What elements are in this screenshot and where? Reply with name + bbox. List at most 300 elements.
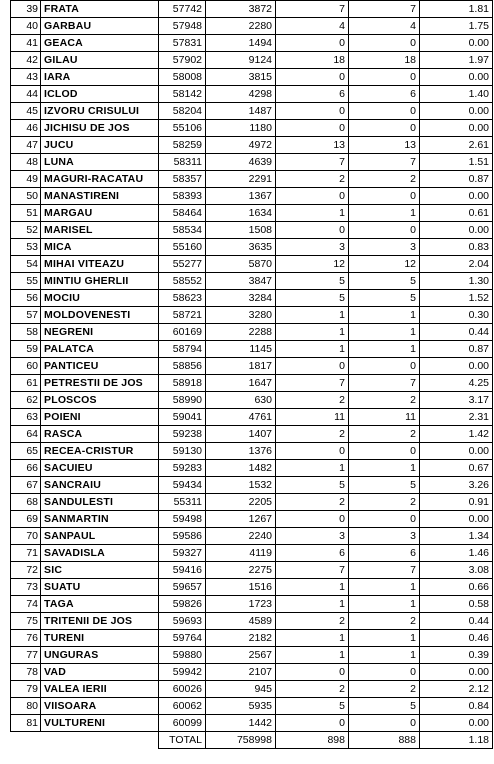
count-b-cell: 1: [349, 205, 420, 222]
locality-name-cell: IZVORU CRISULUI: [41, 103, 159, 120]
locality-code-cell: 58393: [159, 188, 206, 205]
rate-cell: 0.00: [420, 715, 493, 732]
count-a-cell: 5: [276, 273, 349, 290]
count-a-cell: 6: [276, 545, 349, 562]
population-cell: 1634: [206, 205, 276, 222]
population-cell: 1516: [206, 579, 276, 596]
row-number-cell: 39: [11, 1, 41, 18]
table-row: [11, 494, 493, 511]
locality-code-cell: 59283: [159, 460, 206, 477]
count-b-cell: 7: [349, 154, 420, 171]
rate-cell: 1.40: [420, 86, 493, 103]
rate-cell: 0.00: [420, 443, 493, 460]
row-number-cell: 60: [11, 358, 41, 375]
locality-code-cell: 55106: [159, 120, 206, 137]
locality-name-cell: MARGAU: [41, 205, 159, 222]
locality-name-cell: NEGRENI: [41, 324, 159, 341]
row-number-cell: 46: [11, 120, 41, 137]
rate-cell: 0.00: [420, 35, 493, 52]
population-cell: 2205: [206, 494, 276, 511]
table-row: [11, 307, 493, 324]
count-a-cell: 0: [276, 35, 349, 52]
total-count-b: 888: [349, 732, 420, 749]
table-row: [11, 256, 493, 273]
locality-code-cell: 58259: [159, 137, 206, 154]
locality-code-cell: 59880: [159, 647, 206, 664]
count-b-cell: 2: [349, 426, 420, 443]
table-row: [11, 222, 493, 239]
count-a-cell: 0: [276, 103, 349, 120]
locality-name-cell: IARA: [41, 69, 159, 86]
locality-name-cell: PLOSCOS: [41, 392, 159, 409]
locality-name-cell: MARISEL: [41, 222, 159, 239]
locality-name-cell: SIC: [41, 562, 159, 579]
table-row: [11, 290, 493, 307]
table-row: [11, 69, 493, 86]
table-row: [11, 647, 493, 664]
count-a-cell: 2: [276, 681, 349, 698]
locality-code-cell: 59327: [159, 545, 206, 562]
count-a-cell: 11: [276, 409, 349, 426]
table-row: [11, 341, 493, 358]
locality-name-cell: MANASTIRENI: [41, 188, 159, 205]
table-row: [11, 443, 493, 460]
count-b-cell: 1: [349, 647, 420, 664]
row-number-cell: 80: [11, 698, 41, 715]
count-a-cell: 5: [276, 698, 349, 715]
locality-name-cell: PANTICEU: [41, 358, 159, 375]
locality-code-cell: 59657: [159, 579, 206, 596]
locality-code-cell: 60062: [159, 698, 206, 715]
locality-name-cell: SACUIEU: [41, 460, 159, 477]
locality-name-cell: SUATU: [41, 579, 159, 596]
count-a-cell: 3: [276, 528, 349, 545]
table-row: [11, 409, 493, 426]
rate-cell: 0.39: [420, 647, 493, 664]
locality-name-cell: JUCU: [41, 137, 159, 154]
total-label: TOTAL: [159, 732, 206, 749]
total-population: 758998: [206, 732, 276, 749]
rate-cell: 2.12: [420, 681, 493, 698]
locality-code-cell: 58552: [159, 273, 206, 290]
count-a-cell: 7: [276, 562, 349, 579]
locality-code-cell: 59586: [159, 528, 206, 545]
locality-code-cell: 60026: [159, 681, 206, 698]
count-b-cell: 5: [349, 290, 420, 307]
table-row: [11, 137, 493, 154]
table-row: [11, 460, 493, 477]
count-b-cell: 13: [349, 137, 420, 154]
locality-name-cell: LUNA: [41, 154, 159, 171]
row-number-cell: 71: [11, 545, 41, 562]
row-number-cell: 72: [11, 562, 41, 579]
locality-name-cell: SAVADISLA: [41, 545, 159, 562]
rate-cell: 0.61: [420, 205, 493, 222]
rate-cell: 0.30: [420, 307, 493, 324]
rate-cell: 0.00: [420, 69, 493, 86]
table-row: [11, 358, 493, 375]
count-a-cell: 2: [276, 494, 349, 511]
total-row: [11, 732, 493, 749]
locality-name-cell: SANCRAIU: [41, 477, 159, 494]
rate-cell: 0.91: [420, 494, 493, 511]
count-b-cell: 2: [349, 494, 420, 511]
rate-cell: 0.66: [420, 579, 493, 596]
table-row: [11, 52, 493, 69]
count-a-cell: 4: [276, 18, 349, 35]
row-number-cell: 48: [11, 154, 41, 171]
locality-code-cell: 59416: [159, 562, 206, 579]
count-a-cell: 0: [276, 443, 349, 460]
count-a-cell: 1: [276, 460, 349, 477]
rate-cell: 0.00: [420, 511, 493, 528]
rate-cell: 0.84: [420, 698, 493, 715]
population-cell: 3847: [206, 273, 276, 290]
count-b-cell: 1: [349, 324, 420, 341]
table-row: [11, 681, 493, 698]
count-a-cell: 0: [276, 69, 349, 86]
count-a-cell: 2: [276, 171, 349, 188]
locality-code-cell: 55277: [159, 256, 206, 273]
count-b-cell: 1: [349, 630, 420, 647]
locality-name-cell: SANMARTIN: [41, 511, 159, 528]
count-b-cell: 7: [349, 562, 420, 579]
count-b-cell: 7: [349, 375, 420, 392]
row-number-cell: 52: [11, 222, 41, 239]
table-row: [11, 18, 493, 35]
rate-cell: 1.81: [420, 1, 493, 18]
population-cell: 1817: [206, 358, 276, 375]
row-number-cell: 43: [11, 69, 41, 86]
table-row: [11, 426, 493, 443]
table-row: [11, 103, 493, 120]
table-row: [11, 715, 493, 732]
row-number-cell: 81: [11, 715, 41, 732]
population-cell: 1487: [206, 103, 276, 120]
locality-code-cell: 58990: [159, 392, 206, 409]
population-cell: 4972: [206, 137, 276, 154]
table-row: [11, 528, 493, 545]
count-a-cell: 2: [276, 392, 349, 409]
count-b-cell: 0: [349, 358, 420, 375]
rate-cell: 0.46: [420, 630, 493, 647]
locality-code-cell: 57742: [159, 1, 206, 18]
count-b-cell: 0: [349, 715, 420, 732]
count-b-cell: 11: [349, 409, 420, 426]
population-cell: 1647: [206, 375, 276, 392]
row-number-cell: 44: [11, 86, 41, 103]
locality-code-cell: 58794: [159, 341, 206, 358]
locality-code-cell: 59434: [159, 477, 206, 494]
count-b-cell: 0: [349, 443, 420, 460]
locality-name-cell: SANDULESTI: [41, 494, 159, 511]
table-body: [11, 1, 493, 732]
count-a-cell: 5: [276, 290, 349, 307]
row-number-cell: 40: [11, 18, 41, 35]
population-cell: 3635: [206, 239, 276, 256]
locality-name-cell: VAD: [41, 664, 159, 681]
locality-name-cell: PETRESTII DE JOS: [41, 375, 159, 392]
rate-cell: 4.25: [420, 375, 493, 392]
population-cell: 1180: [206, 120, 276, 137]
count-b-cell: 6: [349, 86, 420, 103]
row-number-cell: 78: [11, 664, 41, 681]
count-a-cell: 2: [276, 613, 349, 630]
row-number-cell: 56: [11, 290, 41, 307]
count-a-cell: 1: [276, 307, 349, 324]
table-row: [11, 613, 493, 630]
population-cell: 945: [206, 681, 276, 698]
table-row: [11, 120, 493, 137]
locality-name-cell: POIENI: [41, 409, 159, 426]
locality-code-cell: 55160: [159, 239, 206, 256]
locality-name-cell: MOLDOVENESTI: [41, 307, 159, 324]
count-b-cell: 0: [349, 222, 420, 239]
row-number-cell: 74: [11, 596, 41, 613]
count-a-cell: 0: [276, 511, 349, 528]
locality-name-cell: VIISOARA: [41, 698, 159, 715]
locality-name-cell: FRATA: [41, 1, 159, 18]
locality-code-cell: 59764: [159, 630, 206, 647]
locality-code-cell: 58008: [159, 69, 206, 86]
row-number-cell: 50: [11, 188, 41, 205]
locality-code-cell: 59498: [159, 511, 206, 528]
count-a-cell: 2: [276, 426, 349, 443]
row-number-cell: 42: [11, 52, 41, 69]
locality-name-cell: JICHISU DE JOS: [41, 120, 159, 137]
table-row: [11, 698, 493, 715]
rate-cell: 0.83: [420, 239, 493, 256]
rate-cell: 3.17: [420, 392, 493, 409]
row-number-cell: 62: [11, 392, 41, 409]
row-number-cell: 70: [11, 528, 41, 545]
rate-cell: 1.46: [420, 545, 493, 562]
locality-name-cell: ICLOD: [41, 86, 159, 103]
locality-code-cell: 57902: [159, 52, 206, 69]
table-row: [11, 562, 493, 579]
locality-code-cell: 58311: [159, 154, 206, 171]
count-b-cell: 18: [349, 52, 420, 69]
population-cell: 2182: [206, 630, 276, 647]
count-a-cell: 0: [276, 188, 349, 205]
count-a-cell: 3: [276, 239, 349, 256]
locality-name-cell: GILAU: [41, 52, 159, 69]
locality-name-cell: MAGURI-RACATAU: [41, 171, 159, 188]
row-number-cell: 67: [11, 477, 41, 494]
row-number-cell: 61: [11, 375, 41, 392]
population-cell: 2107: [206, 664, 276, 681]
table-row: [11, 239, 493, 256]
count-a-cell: 13: [276, 137, 349, 154]
rate-cell: 0.44: [420, 613, 493, 630]
locality-name-cell: TRITENII DE JOS: [41, 613, 159, 630]
row-number-cell: 59: [11, 341, 41, 358]
row-number-cell: 65: [11, 443, 41, 460]
locality-code-cell: 58856: [159, 358, 206, 375]
population-cell: 1267: [206, 511, 276, 528]
population-cell: 9124: [206, 52, 276, 69]
locality-code-cell: 58142: [159, 86, 206, 103]
locality-code-cell: 60099: [159, 715, 206, 732]
locality-code-cell: 60169: [159, 324, 206, 341]
population-cell: 2280: [206, 18, 276, 35]
count-a-cell: 7: [276, 1, 349, 18]
count-b-cell: 1: [349, 579, 420, 596]
count-a-cell: 5: [276, 477, 349, 494]
table-row: [11, 154, 493, 171]
population-cell: 1376: [206, 443, 276, 460]
rate-cell: 0.00: [420, 103, 493, 120]
count-b-cell: 2: [349, 681, 420, 698]
locality-code-cell: 59130: [159, 443, 206, 460]
rate-cell: 0.00: [420, 120, 493, 137]
row-number-cell: 57: [11, 307, 41, 324]
locality-code-cell: 58721: [159, 307, 206, 324]
row-number-cell: 51: [11, 205, 41, 222]
locality-code-cell: 58357: [159, 171, 206, 188]
count-a-cell: 0: [276, 120, 349, 137]
row-number-cell: 45: [11, 103, 41, 120]
locality-code-cell: 58623: [159, 290, 206, 307]
locality-code-cell: 59238: [159, 426, 206, 443]
count-a-cell: 0: [276, 715, 349, 732]
population-cell: 2567: [206, 647, 276, 664]
locality-name-cell: PALATCA: [41, 341, 159, 358]
count-a-cell: 1: [276, 341, 349, 358]
row-number-cell: 54: [11, 256, 41, 273]
rate-cell: 0.00: [420, 222, 493, 239]
count-b-cell: 3: [349, 239, 420, 256]
count-b-cell: 12: [349, 256, 420, 273]
table-row: [11, 273, 493, 290]
count-a-cell: 0: [276, 222, 349, 239]
locality-name-cell: MICA: [41, 239, 159, 256]
rate-cell: 0.00: [420, 188, 493, 205]
population-cell: 1508: [206, 222, 276, 239]
count-b-cell: 7: [349, 1, 420, 18]
locality-code-cell: 57831: [159, 35, 206, 52]
rate-cell: 2.61: [420, 137, 493, 154]
count-a-cell: 1: [276, 596, 349, 613]
locality-code-cell: 58534: [159, 222, 206, 239]
locality-name-cell: VALEA IERII: [41, 681, 159, 698]
count-b-cell: 0: [349, 35, 420, 52]
locality-code-cell: 57948: [159, 18, 206, 35]
data-table: [10, 0, 493, 749]
table-row: [11, 392, 493, 409]
table-row: [11, 188, 493, 205]
population-cell: 3284: [206, 290, 276, 307]
table-row: [11, 35, 493, 52]
table-row: [11, 171, 493, 188]
locality-code-cell: 59942: [159, 664, 206, 681]
population-cell: 4761: [206, 409, 276, 426]
locality-name-cell: RASCA: [41, 426, 159, 443]
locality-code-cell: 58918: [159, 375, 206, 392]
total-count-a: 898: [276, 732, 349, 749]
table-row: [11, 477, 493, 494]
count-b-cell: 0: [349, 511, 420, 528]
count-a-cell: 6: [276, 86, 349, 103]
population-cell: 1145: [206, 341, 276, 358]
count-b-cell: 5: [349, 273, 420, 290]
count-b-cell: 1: [349, 341, 420, 358]
rate-cell: 0.00: [420, 358, 493, 375]
population-cell: 5870: [206, 256, 276, 273]
total-blank-cell: [11, 732, 41, 749]
locality-name-cell: GARBAU: [41, 18, 159, 35]
row-number-cell: 76: [11, 630, 41, 647]
locality-name-cell: TAGA: [41, 596, 159, 613]
table-row: [11, 596, 493, 613]
rate-cell: 1.30: [420, 273, 493, 290]
locality-code-cell: 58204: [159, 103, 206, 120]
count-b-cell: 0: [349, 188, 420, 205]
population-cell: 3815: [206, 69, 276, 86]
count-a-cell: 1: [276, 205, 349, 222]
population-cell: 2240: [206, 528, 276, 545]
population-cell: 1442: [206, 715, 276, 732]
population-cell: 2288: [206, 324, 276, 341]
locality-name-cell: GEACA: [41, 35, 159, 52]
population-cell: 630: [206, 392, 276, 409]
table-row: [11, 205, 493, 222]
locality-name-cell: RECEA-CRISTUR: [41, 443, 159, 460]
row-number-cell: 55: [11, 273, 41, 290]
population-cell: 1532: [206, 477, 276, 494]
row-number-cell: 66: [11, 460, 41, 477]
count-b-cell: 0: [349, 664, 420, 681]
locality-name-cell: MIHAI VITEAZU: [41, 256, 159, 273]
count-a-cell: 1: [276, 324, 349, 341]
count-a-cell: 1: [276, 579, 349, 596]
count-b-cell: 1: [349, 596, 420, 613]
count-a-cell: 0: [276, 358, 349, 375]
rate-cell: 1.34: [420, 528, 493, 545]
rate-cell: 0.67: [420, 460, 493, 477]
count-a-cell: 18: [276, 52, 349, 69]
table-row: [11, 630, 493, 647]
rate-cell: 3.26: [420, 477, 493, 494]
count-b-cell: 4: [349, 18, 420, 35]
row-number-cell: 47: [11, 137, 41, 154]
row-number-cell: 73: [11, 579, 41, 596]
rate-cell: 0.87: [420, 341, 493, 358]
rate-cell: 0.00: [420, 664, 493, 681]
table-row: [11, 375, 493, 392]
table-row: [11, 324, 493, 341]
population-cell: 4119: [206, 545, 276, 562]
locality-code-cell: 58464: [159, 205, 206, 222]
population-cell: 1494: [206, 35, 276, 52]
rate-cell: 1.52: [420, 290, 493, 307]
count-b-cell: 1: [349, 307, 420, 324]
rate-cell: 0.58: [420, 596, 493, 613]
population-cell: 2275: [206, 562, 276, 579]
rate-cell: 3.08: [420, 562, 493, 579]
count-b-cell: 5: [349, 698, 420, 715]
population-cell: 3872: [206, 1, 276, 18]
population-cell: 4298: [206, 86, 276, 103]
population-cell: 4639: [206, 154, 276, 171]
population-cell: 1407: [206, 426, 276, 443]
row-number-cell: 64: [11, 426, 41, 443]
count-a-cell: 0: [276, 664, 349, 681]
population-cell: 1367: [206, 188, 276, 205]
population-cell: 4589: [206, 613, 276, 630]
count-b-cell: 0: [349, 103, 420, 120]
count-a-cell: 12: [276, 256, 349, 273]
